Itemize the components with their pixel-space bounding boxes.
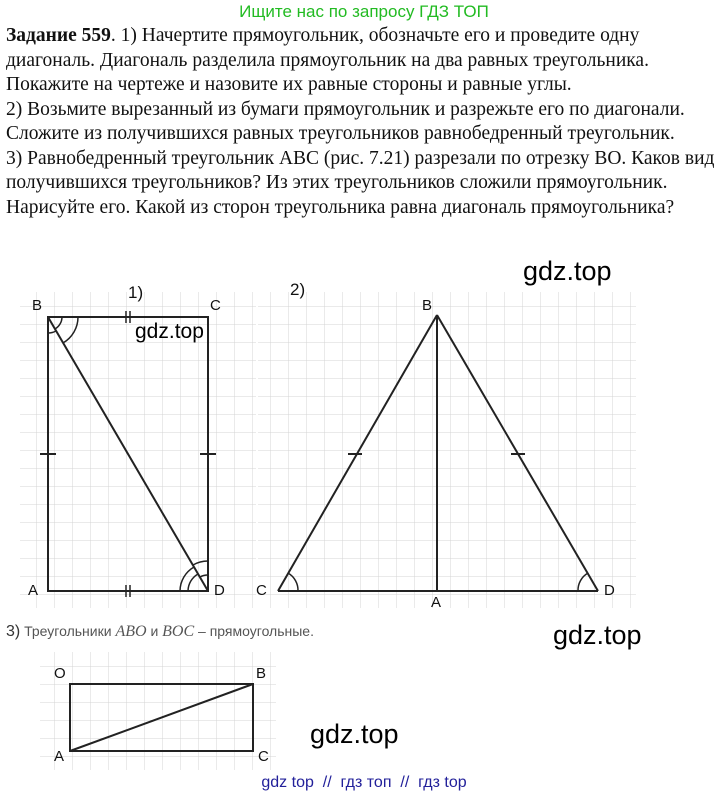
figure3-and: и [150,623,159,639]
figure2-number: 2) [290,280,306,299]
figure3-label-c: C [258,748,269,765]
figure1-label-d: D [214,582,225,599]
figure3-triangle2: BOC [162,623,195,640]
figure2-label-a: A [431,594,442,611]
figure3-number: 3) [6,623,21,640]
figure1-label-a: A [28,582,39,599]
figure2-label-b: B [422,297,433,314]
figure1-label-c: C [210,297,221,314]
figure3-text-prefix: Треугольники [24,623,112,639]
task-part1: . 1) Начертите прямоугольник, обозначьте его и проведите одну диагональ. Диагональ разделила прямоугольник на два равных треугольника. Покажите на чертеже и назовите их равные стороны и равные углы. [6,25,649,95]
task-part2: 2) Возьмите вырезанный из бумаги прямоугольник и разрежьте его по диагонали. Сложите из получившихся равных треугольников равнобедренный треугольник. [6,98,685,144]
figure3-triangle1: ABO [115,623,147,640]
watermark-3: gdz.top [553,620,642,650]
figure3-label-b: B [256,665,267,682]
figure2-label-d: D [604,582,615,599]
search-banner: Ищите нас по запросу ГДЗ ТОП [239,2,489,21]
figure3-label-o: O [54,665,66,682]
task-title: Задание 559 [6,25,111,46]
task-part3: 3) Равнобедренный треугольник ABC (рис. 7.21) разрезали по отрезку BO. Каков вид получившихся треугольников? Из этих треугольников сложили прямоугольник. Нарисуйте его. Какой из сторон треугольника равна диагональ прямоугольника? [6,147,715,218]
watermark-4: gdz.top [310,719,399,749]
figure3-label-a: A [54,748,65,765]
figure3-text-suffix: – прямоугольные. [198,623,314,639]
figure1-label-b: B [32,297,43,314]
figure3-caption [6,623,314,641]
watermark-2: gdz.top [135,320,204,343]
figure1-number: 1) [128,283,144,302]
figure2-label-c: C [256,582,267,599]
figure3-grid [40,652,276,770]
watermark-1: gdz.top [523,256,612,286]
footer-links: gdz top // гдз топ // гдз top [261,774,467,791]
